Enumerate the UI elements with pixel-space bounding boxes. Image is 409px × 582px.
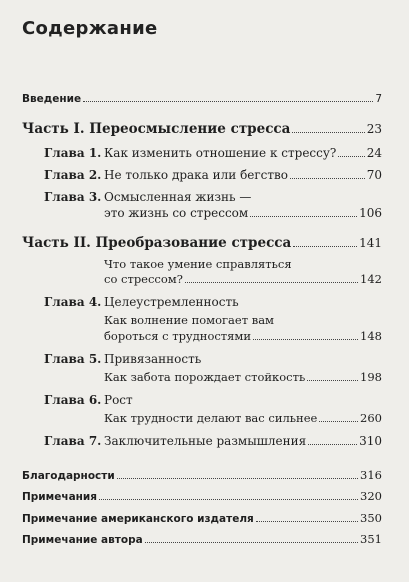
toc-entry-ch2[interactable] <box>104 168 382 182</box>
entry-label-line1: Осмысленная жизнь — <box>104 190 252 204</box>
entry-label: Введение <box>22 93 82 105</box>
entry-label: Примечания <box>22 491 98 503</box>
leader-dots <box>99 499 358 500</box>
entry-page: 198 <box>360 370 382 384</box>
toc-entry-ch5[interactable] <box>104 370 382 384</box>
leader-dots <box>253 339 358 340</box>
entry-page: 24 <box>366 146 382 160</box>
entry-label-line2: это жизнь со стрессом <box>104 206 249 220</box>
toc-entry-part1[interactable] <box>22 121 382 137</box>
leader-dots <box>145 542 358 543</box>
entry-page: 320 <box>360 489 382 503</box>
leader-dots <box>319 421 358 422</box>
leader-dots <box>308 444 357 445</box>
toc-entry-ch3[interactable] <box>104 206 382 220</box>
leader-dots <box>293 246 357 247</box>
chapter-title-6: Рост <box>104 393 133 407</box>
entry-label: Примечание американского издателя <box>22 513 254 525</box>
entry-page: 148 <box>360 329 382 343</box>
entry-label-line2: бороться с трудностями <box>104 329 252 343</box>
leader-dots <box>185 282 358 283</box>
entry-label: Как забота порождает стойкость <box>104 370 306 384</box>
toc-entry-ch4[interactable] <box>104 329 382 343</box>
toc-entry-ch7[interactable] <box>104 434 382 448</box>
entry-label-line1: Что такое умение справляться <box>104 257 292 271</box>
chapter-number-5: Глава 5. <box>44 352 102 366</box>
entry-page: 351 <box>360 532 382 546</box>
entry-label-line1: Как волнение помогает вам <box>104 313 275 327</box>
entry-label: Часть I. Переосмысление стресса <box>22 121 291 137</box>
leader-dots <box>83 101 373 102</box>
entry-label: Как трудности делают вас сильнее <box>104 411 318 425</box>
chapter-number-1: Глава 1. <box>44 146 102 160</box>
leader-dots <box>292 132 364 133</box>
toc-entry-ch6[interactable] <box>104 411 382 425</box>
leader-dots <box>307 380 358 381</box>
leader-dots <box>250 216 357 217</box>
page-title: Содержание <box>22 18 158 39</box>
chapter-number-7: Глава 7. <box>44 434 102 448</box>
toc-entry-notes[interactable] <box>22 489 382 503</box>
chapter-number-4: Глава 4. <box>44 295 102 309</box>
toc-entry-part2[interactable] <box>22 235 382 251</box>
entry-label: Заключительные размышления <box>104 434 307 448</box>
leader-dots <box>338 156 364 157</box>
entry-page: 106 <box>359 206 382 220</box>
entry-label-line2: со стрессом? <box>104 272 183 286</box>
entry-label: Не только драка или бегство <box>104 168 289 182</box>
toc-entry-thanks[interactable] <box>22 468 382 482</box>
chapter-title-5: Привязанность <box>104 352 202 366</box>
entry-page: 23 <box>366 122 382 136</box>
entry-label: Благодарности <box>22 470 115 482</box>
chapter-title-4: Целеустремленность <box>104 295 239 309</box>
entry-page: 142 <box>360 272 382 286</box>
toc-entry-intro[interactable] <box>22 93 382 105</box>
entry-label: Часть II. Преобразование стресса <box>22 235 292 251</box>
entry-label: Как изменить отношение к стрессу? <box>104 146 337 160</box>
entry-page: 260 <box>360 411 382 425</box>
toc-entry-author-note[interactable] <box>22 532 382 546</box>
leader-dots <box>256 521 358 522</box>
toc-entry-us-publisher-note[interactable] <box>22 511 382 525</box>
leader-dots <box>290 178 365 179</box>
chapter-number-3: Глава 3. <box>44 190 102 204</box>
chapter-number-2: Глава 2. <box>44 168 102 182</box>
entry-label: Примечание автора <box>22 534 143 546</box>
chapter-number-6: Глава 6. <box>44 393 102 407</box>
entry-page: 141 <box>359 236 382 250</box>
entry-page: 350 <box>360 511 382 525</box>
entry-page: 316 <box>360 468 382 482</box>
toc-entry-ch1[interactable] <box>104 146 382 160</box>
entry-page: 310 <box>359 434 382 448</box>
entry-page: 70 <box>366 168 382 182</box>
leader-dots <box>117 478 358 479</box>
entry-page: 7 <box>375 93 382 105</box>
toc-entry-section-a[interactable] <box>104 272 382 286</box>
